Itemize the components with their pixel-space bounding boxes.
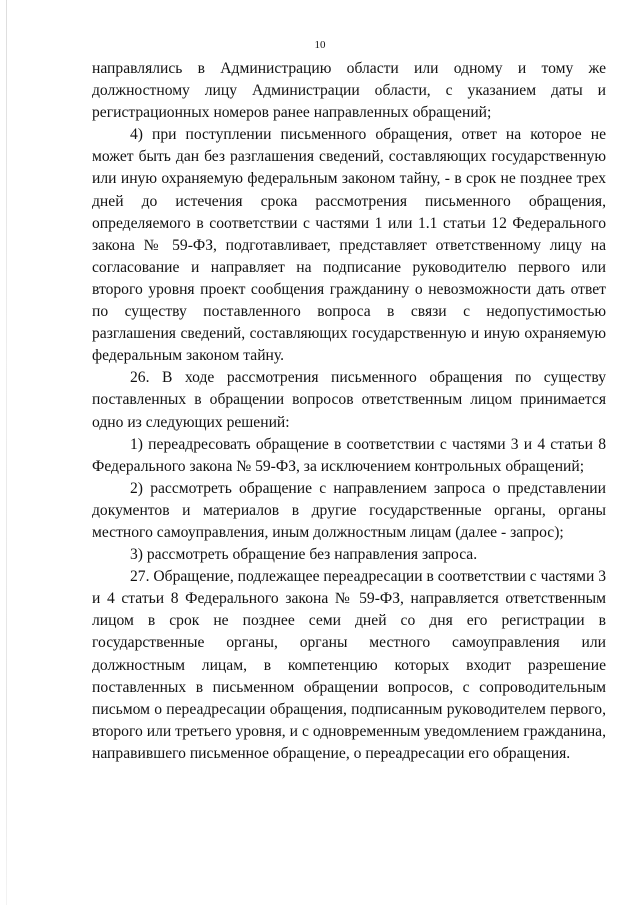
paragraph-item-4: 4) при поступлении письменного обращения, ответ на которое не может быть дан без разглашения сведений, составляющих государственную или иную охраняемую федеральным законом тайну, - в срок не позднее трех дней до истечения срока рассмотрения письменного обращения, определяемого в соответствии с частями 1 или 1.1 статьи 12 Федерального закона № 59-ФЗ, подготавливает, представляет ответственному лицу на согласование и направляет на подписание руководителю первого или второго уровня проект сообщения гражданину о невозможности дать ответ по существу поставленного вопроса в связи с недопустимостью разглашения сведений, составляющих государственную и иную охраняемую федеральным законом тайну.: [92, 126, 606, 365]
paragraph-clause-26: 26. В ходе рассмотрения письменного обращения по существу поставленных в обращении вопросов ответственным лицом принимается одно из следующих решений:: [92, 369, 606, 431]
paragraph-decision-1: 1) переадресовать обращение в соответствии с частями 3 и 4 статьи 8 Федерального закона № 59-ФЗ, за исключением контрольных обращений;: [92, 435, 606, 475]
page-number: 10: [314, 39, 326, 51]
paragraph-continuation: направлялись в Администрацию области или одному и тому же должностному лицу Администрации области, с указанием даты и регистрационных номеров ранее направленных обращений;: [92, 60, 606, 122]
document-body: [92, 58, 606, 765]
scan-edge-line: [6, 0, 7, 905]
paragraph-clause-27: 27. Обращение, подлежащее переадресации в соответствии с частями 3 и 4 статьи 8 Федерального закона № 59-ФЗ, направляется ответственным лицом в срок не позднее семи дней со дня его регистрации в государственные органы, органы местного самоуправления или должностным лицам, в компетенцию которых входит разрешение поставленных в письменном обращении вопросов, с сопроводительным письмом о переадресации обращения, подписанным руководителем первого, второго или третьего уровня, и с одновременным уведомлением гражданина, направившего письменное обращение, о переадресации его обращения.: [92, 568, 606, 762]
paragraph-decision-3: 3) рассмотреть обращение без направления запроса.: [130, 546, 478, 564]
paragraph-decision-2: 2) рассмотреть обращение с направлением запроса о представлении документов и материалов в другие государственные органы, органы местного самоуправления, иным должностным лицам (далее - запрос);: [92, 479, 606, 541]
